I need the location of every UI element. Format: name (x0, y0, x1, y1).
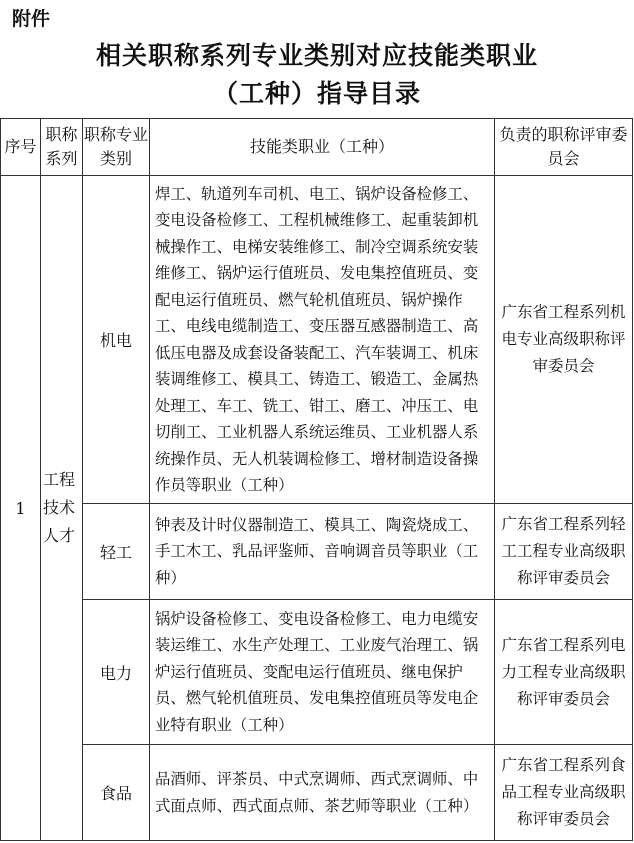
category-cell: 机电 (83, 176, 150, 504)
category-cell: 轻工 (83, 504, 150, 600)
series-cell: 工程技术人才 (41, 176, 83, 841)
seq-cell: 1 (1, 176, 41, 841)
header-seq: 序号 (1, 119, 41, 176)
table-row (1, 745, 633, 841)
occupation-table (0, 118, 633, 841)
header-committee: 负责的职称评审委员会 (495, 119, 633, 176)
category-cell: 食品 (83, 745, 150, 841)
document-title-line2: （工种）指导目录 (212, 79, 421, 108)
header-occupations: 技能类职业（工种） (150, 119, 495, 176)
occupations-cell: 焊工、轨道列车司机、电工、锅炉设备检修工、变电设备检修工、工程机械维修工、起重装卸机械操作工、电梯安装维修工、制冷空调系统安装维修工、锅炉运行值班员、发电集控值班员、变配电运行值班员、燃气轮机值班员、锅炉操作工、电线电缆制造工、变压器互感器制造工、高低压电器及成套设备装配工、汽车装调工、机床装调维修工、模具工、铸造工、锻造工、金属热处理工、车工、铣工、钳工、磨工、冲压工、电切削工、工业机器人系统运维员、工业机器人系统操作员、无人机装调检修工、增材制造设备操作员等职业（工种） (150, 176, 495, 504)
header-category: 职称专业类别 (83, 119, 150, 176)
occupations-cell: 锅炉设备检修工、变电设备检修工、电力电缆安装运维工、水生产处理工、工业废气治理工、锅炉运行值班员、变配电运行值班员、继电保护员、燃气轮机值班员、发电集控值班员等发电企业特有职业（工种） (150, 600, 495, 745)
table-row (1, 600, 633, 745)
committee-cell: 广东省工程系列电力工程专业高级职称评审委员会 (495, 600, 633, 745)
occupations-cell: 品酒师、评茶员、中式烹调师、西式烹调师、中式面点师、西式面点师、茶艺师等职业（工种） (150, 745, 495, 841)
committee-cell: 广东省工程系列机电专业高级职称评审委员会 (495, 176, 633, 504)
committee-cell: 广东省工程系列食品工程专业高级职称评审委员会 (495, 745, 633, 841)
committee-cell: 广东省工程系列轻工工程专业高级职称评审委员会 (495, 504, 633, 600)
table-row (1, 176, 633, 504)
category-cell: 电力 (83, 600, 150, 745)
header-series: 职称系列 (41, 119, 83, 176)
table-row (1, 504, 633, 600)
attachment-label: 附件 (12, 8, 51, 30)
occupations-cell: 钟表及计时仪器制造工、模具工、陶瓷烧成工、手工木工、乳品评鉴师、音响调音员等职业（工种） (150, 504, 495, 600)
table-header-row (1, 119, 633, 176)
document-title-line1: 相关职称系列专业类别对应技能类职业 (95, 41, 538, 70)
